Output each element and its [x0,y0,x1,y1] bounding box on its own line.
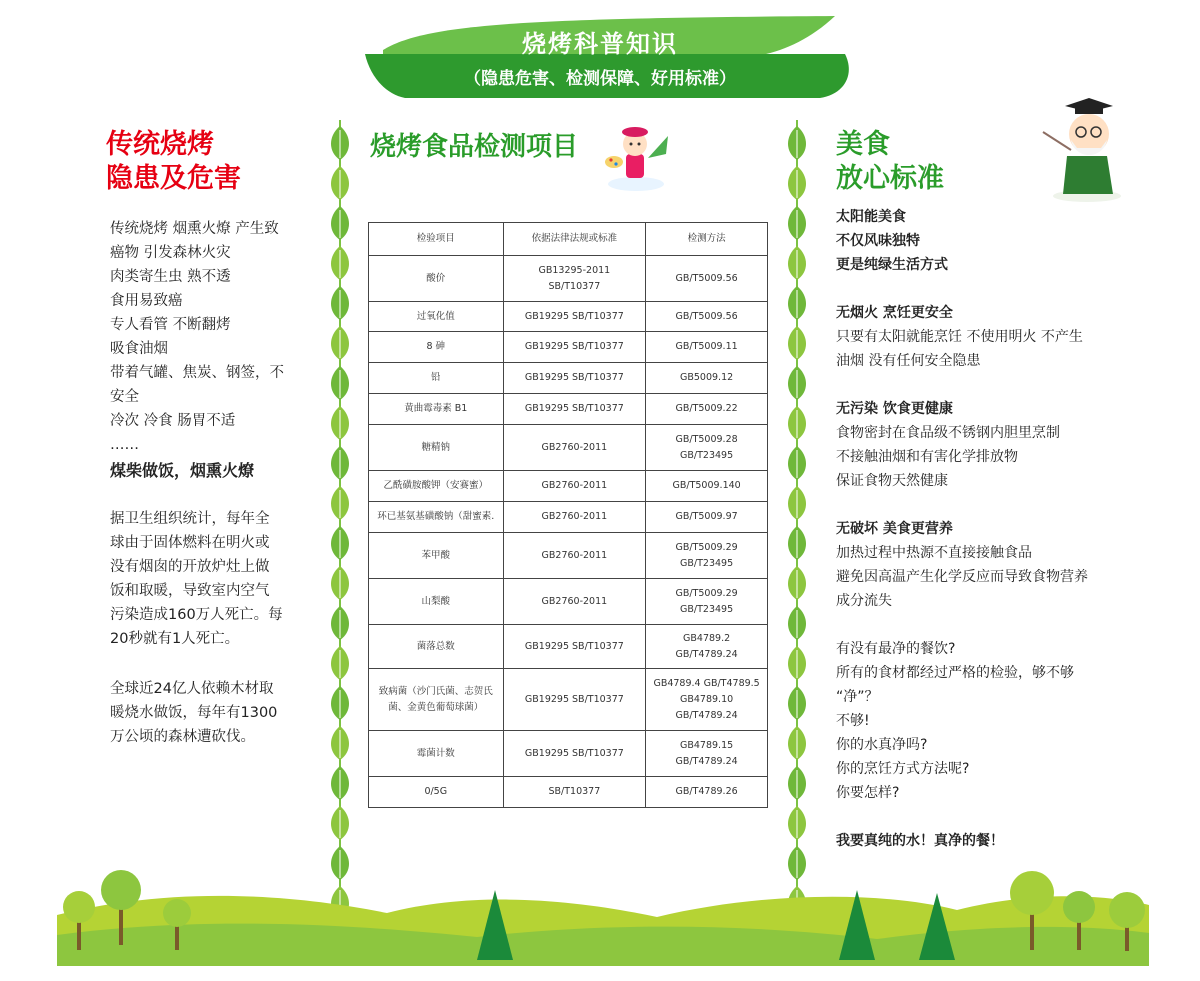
cell-standard: GB2760-2011 [503,579,646,625]
section-2-line: 不接触油烟和有害化学排放物 [836,449,1018,465]
leaf-icon [788,446,806,480]
qa-line: 有没有最净的餐饮? [836,641,956,657]
paragraph-line: 据卫生组织统计，每年全 [110,511,270,527]
cell-method: GB5009.12 [646,363,768,394]
leaf-icon [331,446,349,480]
paragraph-line: 污染造成160万人死亡。每 [110,607,283,623]
leaf-icon [788,126,806,160]
left-heading-line1: 传统烧烤 [106,129,214,160]
list-item: 带着气罐、焦炭、钢签，不 [110,365,284,381]
cell-item: 霉菌计数 [369,731,504,777]
leaf-icon [788,606,806,640]
qa-line: 你的水真净吗? [836,737,928,753]
intro-line: 不仅风味独特 [836,233,920,249]
leaf-icon [331,806,349,840]
cell-standard: GB13295-2011 SB/T10377 [503,256,646,302]
leaf-icon [331,406,349,440]
leaf-icon [788,806,806,840]
leaf-icon [331,366,349,400]
qa-line: 不够! [836,713,870,729]
header-item: 检验项目 [369,223,504,256]
cell-method: GB/T5009.56 [646,256,768,302]
inspection-table [368,222,768,808]
cell-method: GB/T5009.29 GB/T23495 [646,533,768,579]
list-item: …… [110,437,139,453]
cell-item: 苯甲酸 [369,533,504,579]
cell-item: 糖精钠 [369,425,504,471]
list-item: 癌物 引发森林火灾 [110,245,231,261]
leaf-icon [331,526,349,560]
leaf-icon [788,286,806,320]
cell-method: GB4789.4 GB/T4789.5 GB4789.10 GB/T4789.24 [646,669,768,731]
leaf-icon [788,406,806,440]
professor-illustration [1035,98,1135,203]
left-heading-line2: 隐患及危害 [106,163,241,194]
section-2-line: 保证食物天然健康 [836,473,948,489]
cell-standard: GB2760-2011 [503,533,646,579]
cell-item: 8 砷 [369,332,504,363]
cell-method: GB/T5009.56 [646,302,768,332]
closing-line: 我要真纯的水！真净的餐！ [836,833,1004,849]
banner-subtitle: （隐患危害、检测保障、好用标准） [464,69,736,89]
paragraph-line: 全球近24亿人依赖木材取 [110,681,274,697]
leaf-vine-left [320,120,360,920]
right-content [836,205,1136,853]
cell-item: 过氧化值 [369,302,504,332]
leaf-icon [788,726,806,760]
cell-item: 酸价 [369,256,504,302]
cell-item: 环已基氨基磺酸钠（甜蜜素. [369,502,504,533]
leaf-icon [331,686,349,720]
paragraph-line: 没有烟囱的开放炉灶上做 [110,559,270,575]
cell-method: GB/T4789.26 [646,777,768,808]
leaf-icon [331,726,349,760]
cell-item: 0/5G [369,777,504,808]
table-row [369,625,768,669]
cell-method: GB/T5009.22 [646,394,768,425]
right-heading [836,128,944,196]
left-hazard-list [110,217,295,457]
section-3-line: 加热过程中热源不直接接触食品 [836,545,1032,561]
leaf-icon [331,326,349,360]
left-paragraph-1 [110,507,292,651]
cell-standard: GB2760-2011 [503,425,646,471]
leaf-icon [331,766,349,800]
qa-line: 你的烹饪方式方法呢? [836,761,970,777]
qa-line: “净”？ [836,689,879,705]
middle-title: 烧烤食品检测项目 [370,132,579,162]
ground-scenery [57,855,1149,966]
qa-line: 你要怎样? [836,785,900,801]
section-1-title: 无烟火 烹饪更安全 [836,305,953,321]
list-item: 安全 [110,389,139,405]
section-1-line: 只要有太阳就能烹饪 不使用明火 不产生 [836,329,1083,345]
cell-item: 山梨酸 [369,579,504,625]
left-bold-heading: 煤柴做饭，烟熏火燎 [110,461,255,480]
cell-method: GB/T5009.97 [646,502,768,533]
cell-standard: GB19295 SB/T10377 [503,731,646,777]
section-3-line: 成分流失 [836,593,892,609]
leaf-icon [331,206,349,240]
leaf-icon [331,566,349,600]
cell-method: GB4789.15 GB/T4789.24 [646,731,768,777]
table-row [369,471,768,502]
paragraph-line: 暖烧水做饭，每年有1300 [110,705,278,721]
leaf-icon [788,246,806,280]
banner-title: 烧烤科普知识 [522,30,678,58]
cell-method: GB/T5009.11 [646,332,768,363]
leaf-icon [788,366,806,400]
table-row [369,533,768,579]
table-row [369,302,768,332]
cell-item: 菌落总数 [369,625,504,669]
list-item: 肉类寄生虫 熟不透 [110,269,231,285]
list-item: 冷次 冷食 肠胃不适 [110,413,236,429]
leaf-icon [788,166,806,200]
cell-standard: SB/T10377 [503,777,646,808]
cell-method: GB/T5009.29 GB/T23495 [646,579,768,625]
cell-method: GB4789.2 GB/T4789.24 [646,625,768,669]
list-item: 吸食油烟 [110,341,168,357]
table-row [369,394,768,425]
table-row [369,425,768,471]
cell-standard: GB19295 SB/T10377 [503,669,646,731]
table-row [369,363,768,394]
leaf-icon [331,126,349,160]
table-header-row [369,223,768,256]
table-row [369,502,768,533]
paragraph-line: 饭和取暖，导致室内空气 [110,583,270,599]
list-item: 食用易致癌 [110,293,183,309]
cell-standard: GB19295 SB/T10377 [503,394,646,425]
cell-standard: GB19295 SB/T10377 [503,363,646,394]
cell-standard: GB19295 SB/T10377 [503,332,646,363]
leaf-icon [331,286,349,320]
right-heading-line2: 放心标准 [836,163,944,194]
section-2-title: 无污染 饮食更健康 [836,401,953,417]
list-item: 传统烧烤 烟熏火燎 产生致 [110,221,279,237]
table-row [369,256,768,302]
header-method: 检测方法 [646,223,768,256]
leaf-icon [788,526,806,560]
leaf-icon [331,646,349,680]
cell-method: GB/T5009.140 [646,471,768,502]
leaf-icon [788,326,806,360]
table-body [369,256,768,808]
cell-item: 黄曲霉毒素 B1 [369,394,504,425]
leaf-icon [331,246,349,280]
leaf-icon [788,686,806,720]
intro-line: 太阳能美食 [836,209,906,225]
leaf-icon [788,646,806,680]
section-3-title: 无破坏 美食更营养 [836,521,953,537]
right-heading-line1: 美食 [836,129,890,160]
cell-method: GB/T5009.28 GB/T23495 [646,425,768,471]
leaf-icon [788,206,806,240]
painter-girl-illustration [600,118,672,192]
section-2-line: 食物密封在食品级不锈钢内胆里烹制 [836,425,1060,441]
intro-line: 更是纯绿生活方式 [836,257,948,273]
leaf-icon [331,486,349,520]
leaf-icon [788,766,806,800]
leaf-icon [788,566,806,600]
left-heading [106,128,241,196]
leaf-icon [331,606,349,640]
cell-item: 致病菌（沙门氏菌、志贺氏 菌、金黄色葡萄球菌） [369,669,504,731]
cell-standard: GB2760-2011 [503,502,646,533]
left-paragraph-2 [110,677,292,749]
cell-item: 铅 [369,363,504,394]
list-item: 专人看管 不断翻烤 [110,317,231,333]
section-3-line: 避免因高温产生化学反应而导致食物营养 [836,569,1088,585]
paragraph-line: 球由于固体燃料在明火或 [110,535,270,551]
header-standard: 依据法律法规或标准 [503,223,646,256]
table-row [369,669,768,731]
paragraph-line: 万公顷的森林遭砍伐。 [110,729,255,745]
cell-standard: GB2760-2011 [503,471,646,502]
qa-line: 所有的食材都经过严格的检验，够不够 [836,665,1074,681]
leaf-icon [788,486,806,520]
table-row [369,731,768,777]
table-row [369,332,768,363]
cell-standard: GB19295 SB/T10377 [503,625,646,669]
leaf-vine-right [777,120,817,920]
leaf-icon [331,166,349,200]
paragraph-line: 20秒就有1人死亡。 [110,631,240,647]
table-row [369,579,768,625]
cell-item: 乙酰磺胺酸钾（安赛蜜） [369,471,504,502]
section-1-line: 油烟 没有任何安全隐患 [836,353,981,369]
table-row [369,777,768,808]
cell-standard: GB19295 SB/T10377 [503,302,646,332]
